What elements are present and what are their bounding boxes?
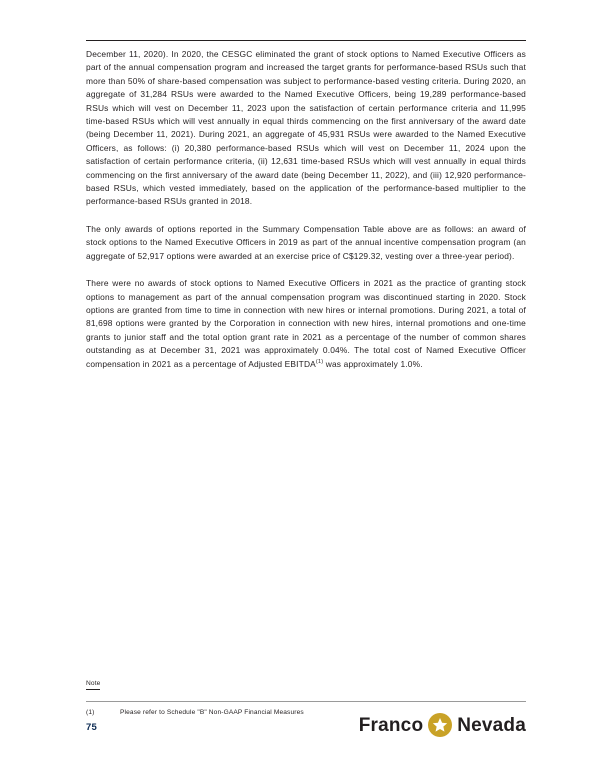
logo-word-nevada: Nevada bbox=[457, 714, 526, 736]
footnote-section bbox=[86, 672, 526, 716]
footnote-divider bbox=[86, 701, 526, 702]
top-divider bbox=[86, 40, 526, 41]
paragraph-1: December 11, 2020). In 2020, the CESGC eliminated the grant of stock options to Named Executive Officers as part of the annual compensation program and increased the target grants for performance-based RSUs such that more than 50% of share-based compensation was subject to performance-based vesting criteria. During 2020, an aggregate of 31,284 RSUs were awarded to the Named Executive Officers, being 19,289 performance-based RSUs which will vest on December 11, 2023 upon the satisfaction of certain performance criteria and 11,995 time-based RSUs which will vest annually in equal thirds commencing on the first anniversary of the award date (being December 11, 2021). During 2021, an aggregate of 45,931 RSUs were awarded to the Named Executive Officers, as follows: (i) 20,380 performance-based RSUs which will vest on December 11, 2024 upon the satisfaction of certain performance criteria, (ii) 12,631 time-based RSUs which will vest annually in equal thirds commencing on the first anniversary of the award date (being December 11, 2022), and (iii) 12,920 performance-based RSUs, which vested immediately, based on the application of the performance-based multiplier to the performance-based RSUs granted in 2018. bbox=[86, 49, 526, 207]
paragraph-3-text-part-2: was approximately 1.0%. bbox=[323, 358, 423, 369]
paragraph-2: The only awards of options reported in the Summary Compensation Table above are as follows: an award of stock options to the Named Executive Officers in 2019 as part of the annual incentive compensation program (an aggregate of 52,917 options were awarded at an exercise price of C$129.32, vesting over a three-year period). bbox=[86, 223, 526, 261]
paragraph-3 bbox=[86, 277, 526, 371]
note-label: Note bbox=[86, 679, 100, 690]
star-icon bbox=[428, 713, 452, 737]
logo-word-franco: Franco bbox=[358, 714, 424, 736]
body-content bbox=[86, 40, 526, 371]
footnote-marker: (1) bbox=[315, 358, 324, 365]
franco-nevada-logo bbox=[359, 712, 526, 738]
paragraph-3-text-part-1: There were no awards of stock options to Named Executive Officers in 2021 as the practice of granting stock options to management as part of the annual compensation program was discontinued starting in 2020. Stock options are granted from time to time in connection with new hires or internal promotions. During 2021, a total of 81,698 options were granted by the Corporation in connection with new hires, internal promotions and one-time grants to junior staff and the total option grant rate in 2021 as a percentage of the number of common shares outstanding as at December 31, 2021 was approximately 0.04%. The total cost of Named Executive Officer compensation in 2021 as a percentage of Adjusted EBITDA bbox=[86, 278, 526, 369]
footnote-number: (1) bbox=[86, 708, 95, 716]
footnote-text: Please refer to Schedule "B" Non-GAAP Financial Measures bbox=[120, 708, 304, 716]
page-number: 75 bbox=[86, 722, 97, 733]
